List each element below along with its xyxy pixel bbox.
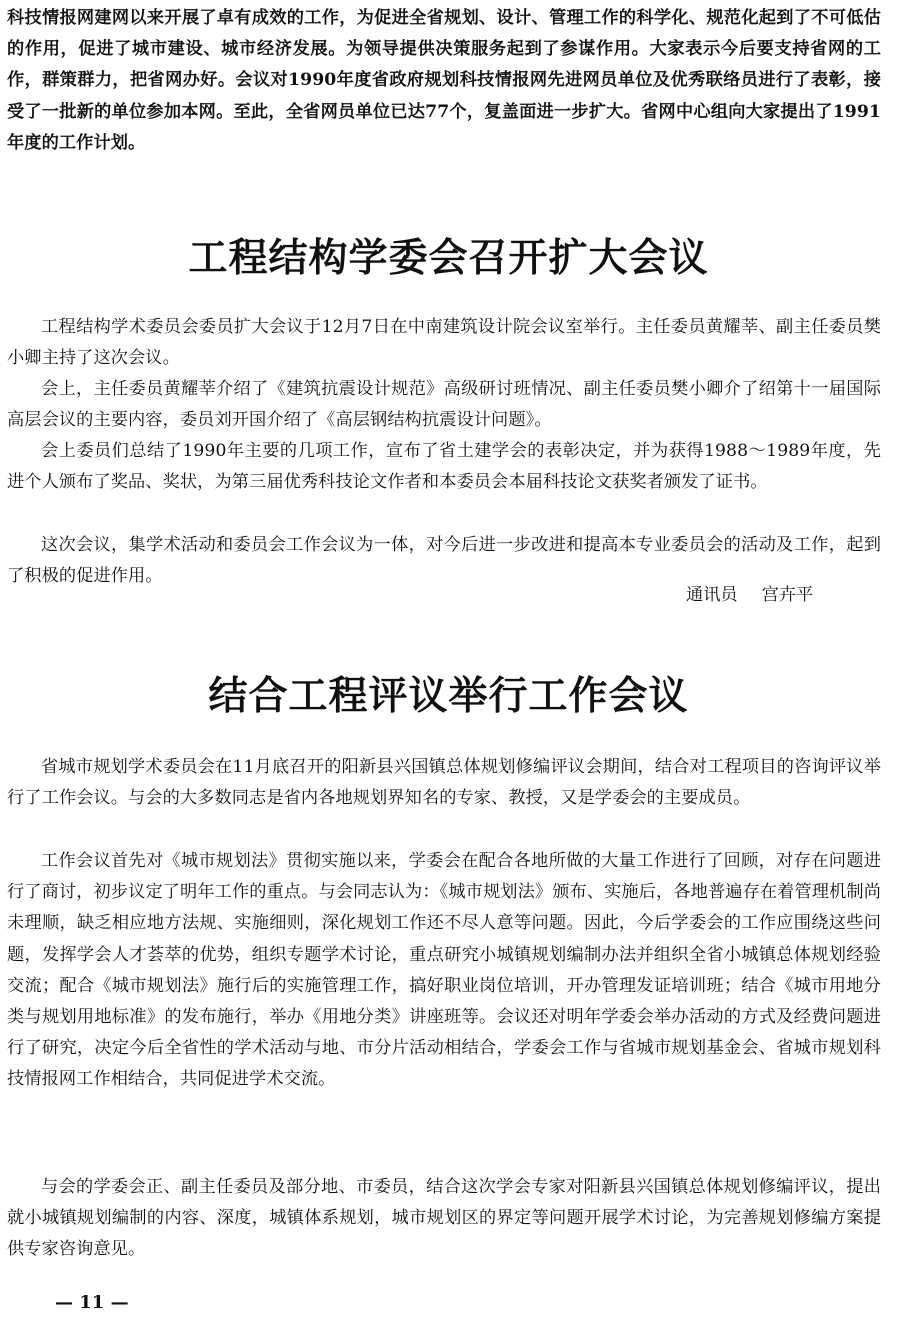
article2-paragraph-2: 工作会议首先对《城市规划法》贯彻实施以来，学委会在配合各地所做的大量工作进行了回顾，对存在问题进行了商讨，初步议定了明年工作的重点。与会同志认为：《城市规划法》颁布、实施后，各地普遍存在着管理机制尚未理顺，缺乏相应地方法规、实施细则，深化规划工作还不尽人意等问题。因此，今后学委会的工作应围绕这些问题，发挥学会人才荟萃的优势，组织专题学术讨论，重点研究小城镇规划编制办法并组织全省小城镇总体规划经验交流；配合《城市规划法》施行后的实施管理工作，搞好职业岗位培训，开办管理发证培训班；结合《城市用地分类与规划用地标准》的发布施行，举办《用地分类》讲座班等。会议还对明年学委会举办活动的方式及经费问题进行了研究，决定今后全省性的学术活动与地、市分片活动相结合，学委会工作与省城市规划基金会、省城市规划科技情报网工作相结合，共同促进学术交流。 [7, 851, 881, 1090]
article2-paragraph-3: 与会的学委会正、副主任委员及部分地、市委员，结合这次学会专家对阳新县兴国镇总体规划修编评议，提出就小城镇规划编制的内容、深度，城镇体系规划，城市规划区的界定等问题开展学术讨论，为完善规划修编方案提供专家咨询意见。 [7, 1177, 881, 1260]
article1-paragraph-1: 工程结构学术委员会委员扩大会议于12月7日在中南建筑设计院会议室举行。主任委员黄耀莘、副主任委员樊小卿主持了这次会议。 [7, 317, 881, 369]
page-number: — 11 — [55, 1292, 129, 1313]
article1-paragraph-3: 会上委员们总结了1990年主要的几项工作，宣布了省土建学会的表彰决定，并为获得1988～1989年度，先进个人颁布了奖品、奖状，为第三届优秀科技论文作者和本委员会本届科技论文获奖者颁发了证书。 [7, 441, 881, 493]
article1-paragraph-2: 会上，主任委员黄耀莘介绍了《建筑抗震设计规范》高级研讨班情况、副主任委员樊小卿介了绍第十一届国际高层会议的主要内容，委员刘开国介绍了《高层钢结构抗震设计问题》。 [7, 379, 881, 431]
article1-byline [686, 580, 813, 611]
article1-title: 工程结构学委会召开扩大会议 [188, 236, 709, 281]
byline-name: 宫卉平 [761, 585, 814, 605]
intro-paragraph: 科技情报网建网以来开展了卓有成效的工作，为促进全省规划、设计、管理工作的科学化、规范化起到了不可低估的作用，促进了城市建设、城市经济发展。为领导提供决策服务起到了参谋作用。大家表示今后要支持省网的工作，群策群力，把省网办好。会议对1990年度省政府规划科技情报网先进网员单位及优秀联络员进行了表彰，接受了一批新的单位参加本网。至此，全省网员单位已达77个，复盖面进一步扩大。省网中心组向大家提出了1991年度的工作计划。 [7, 8, 881, 153]
byline-role: 通讯员 [686, 585, 738, 605]
article2-paragraph-1: 省城市规划学术委员会在11月底召开的阳新县兴国镇总体规划修编评议会期间，结合对工程项目的咨询评议举行了工作会议。与会的大多数同志是省内各地规划界知名的专家、教授，又是学委会的主要成员。 [7, 757, 881, 809]
article2-title: 结合工程评议举行工作会议 [208, 674, 689, 719]
article1-paragraph-4: 这次会议，集学术活动和委员会工作会议为一体，对今后进一步改进和提高本专业委员会的活动及工作，起到了积极的促进作用。 [7, 535, 881, 587]
